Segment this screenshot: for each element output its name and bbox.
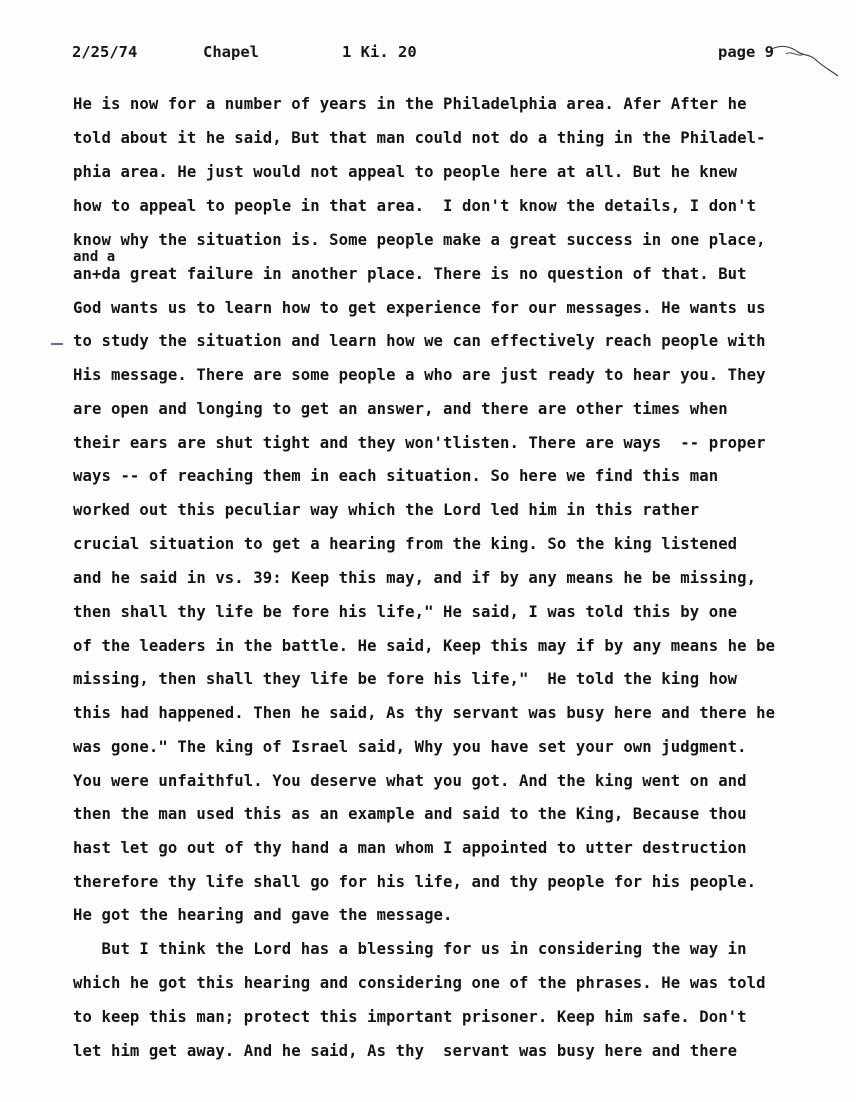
body-line: of the leaders in the battle. He said, Keep this may if by any means he be [73, 637, 776, 655]
body-line: to keep this man; protect this important prisoner. Keep him safe. Don't [73, 1008, 747, 1026]
body-line: God wants us to learn how to get experience for our messages. He wants us [73, 299, 766, 317]
body-line: which he got this hearing and considering one of the phrases. He was told [73, 974, 766, 992]
body-line: crucial situation to get a hearing from the king. So the king listened [73, 535, 738, 553]
body-line: then the man used this as an example and said to the King, Because thou [73, 805, 747, 823]
body-line: missing, then shall they life be fore his life," He told the king how [73, 670, 738, 688]
handwritten-insert: and a [73, 249, 116, 265]
body-line: their ears are shut tight and they won'tlisten. There are ways -- proper [73, 434, 766, 452]
header-reference: 1 Ki. 20 [342, 43, 417, 61]
body-line: an+da great failure in another place. There is no question of that. But [73, 265, 747, 283]
body-line: But I think the Lord has a blessing for us in considering the way in [73, 940, 747, 958]
body-line: told about it he said, But that man could not do a thing in the Philadel- [73, 129, 766, 147]
body-line: are open and longing to get an answer, and there are other times when [73, 400, 728, 418]
body-line: and he said in vs. 39: Keep this may, and if by any means he be missing, [73, 569, 757, 587]
body-line: let him get away. And he said, As thy servant was busy here and there [73, 1042, 738, 1060]
body-line: ways -- of reaching them in each situation. So here we find this man [73, 467, 719, 485]
body-line: this had happened. Then he said, As thy servant was busy here and there he [73, 704, 776, 722]
body-line: You were unfaithful. You deserve what you got. And the king went on and [73, 772, 747, 790]
body-line: was gone." The king of Israel said, Why you have set your own judgment. [73, 738, 747, 756]
body-line: He is now for a number of years in the Philadelphia area. Afer After he [73, 95, 747, 113]
body-line: know why the situation is. Some people make a great success in one place, [73, 231, 766, 249]
body-line: then shall thy life be fore his life," He said, I was told this by one [73, 603, 738, 621]
header-page-number: page 9 [718, 43, 774, 61]
header-service: Chapel [203, 43, 259, 61]
header-date: 2/25/74 [72, 43, 138, 61]
body-line: His message. There are some people a who are just ready to hear you. They [73, 366, 766, 384]
body-line: therefore thy life shall go for his life, and thy people for his people. [73, 873, 757, 891]
margin-dash-mark [50, 341, 64, 347]
body-line: hast let go out of thy hand a man whom I appointed to utter destruction [73, 839, 747, 857]
body-line: He got the hearing and gave the message. [73, 906, 453, 924]
body-line: how to appeal to people in that area. I don't know the details, I don't [73, 197, 757, 215]
page-header [0, 43, 856, 65]
body-line: phia area. He just would not appeal to people here at all. But he knew [73, 163, 738, 181]
body-line: to study the situation and learn how we can effectively reach people with [73, 332, 766, 350]
body-line: worked out this peculiar way which the Lord led him in this rather [73, 501, 700, 519]
